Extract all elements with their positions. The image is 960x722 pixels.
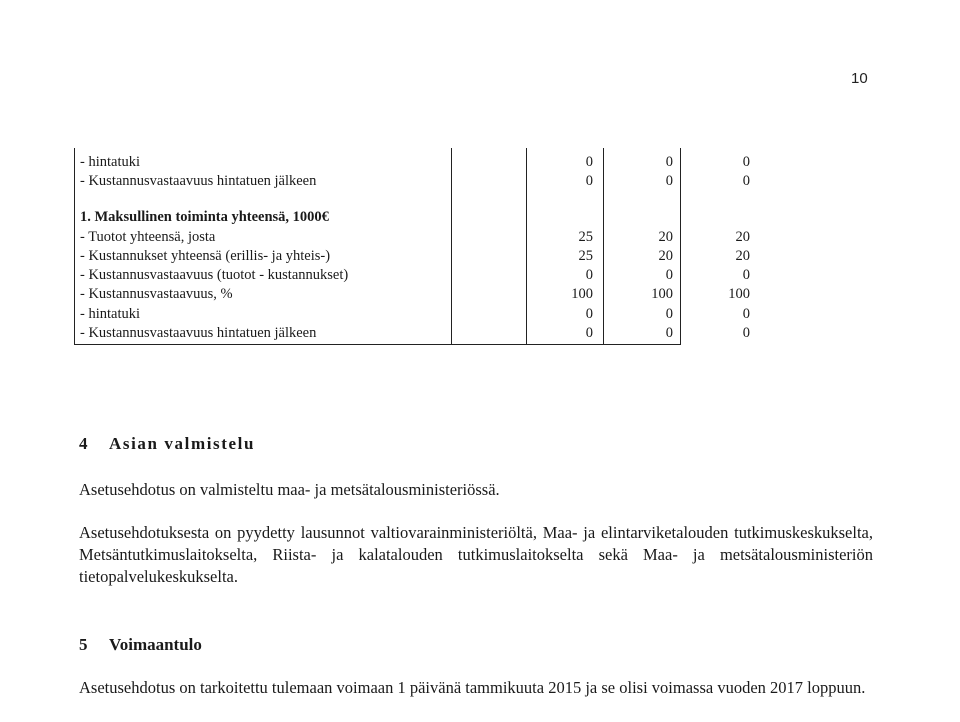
table-row — [74, 324, 750, 342]
section-title: Voimaantulo — [109, 635, 202, 654]
row-value: 0 — [742, 325, 750, 341]
section-number: 5 — [79, 635, 88, 654]
row-value: 0 — [665, 306, 673, 322]
section-5-paragraph-1: Asetusehdotus on tarkoitettu tulemaan voimaan 1 päivänä tammikuuta 2015 ja se olisi voimassa vuoden 2017 loppuun. — [79, 678, 866, 697]
table-row — [74, 266, 750, 284]
row-value: 0 — [665, 325, 673, 341]
row-value: 20 — [735, 229, 750, 245]
row-value: 20 — [658, 248, 673, 264]
page-number: 10 — [851, 70, 868, 87]
row-value: 25 — [578, 248, 593, 264]
row-value: 0 — [742, 267, 750, 283]
table-section-title: 1. Maksullinen toiminta yhteensä, 1000€ — [80, 209, 329, 225]
section-4-paragraph-2: Asetusehdotuksesta on pyydetty lausunnot valtiovarainministeriöltä, Maa- ja elintarviketalouden tutkimuskeskukselta, Metsäntutkimuslaitokselta, Riista- ja kalatalouden tutkimuslaitokselta sekä Maa- ja metsätalousministeriön tietopalvelukeskukselta. — [79, 523, 873, 586]
section-number: 4 — [79, 434, 88, 453]
section-4-paragraph-1: Asetusehdotus on valmisteltu maa- ja metsätalousministeriössä. — [79, 480, 500, 499]
table-row — [74, 305, 750, 323]
row-value: 0 — [742, 154, 750, 170]
row-value: 0 — [665, 173, 673, 189]
row-value: 0 — [585, 306, 593, 322]
row-label: - Kustannusvastaavuus hintatuen jälkeen — [80, 325, 317, 341]
row-value: 20 — [735, 248, 750, 264]
row-value: 25 — [578, 229, 593, 245]
row-label: - Kustannukset yhteensä (erillis- ja yhteis-) — [80, 248, 331, 264]
row-value: 100 — [651, 286, 673, 302]
row-value: 0 — [665, 154, 673, 170]
table-row — [74, 228, 750, 246]
row-value: 0 — [665, 267, 673, 283]
row-label: - Kustannusvastaavuus (tuotot - kustannukset) — [80, 267, 349, 283]
row-label: - Kustannusvastaavuus hintatuen jälkeen — [80, 173, 317, 189]
row-label: - Kustannusvastaavuus, % — [80, 286, 233, 302]
cost-table — [74, 148, 750, 345]
row-value: 100 — [728, 286, 750, 302]
table-row — [74, 172, 750, 190]
section-4-heading — [79, 434, 255, 454]
row-value: 0 — [585, 325, 593, 341]
table-row — [74, 153, 750, 171]
row-value: 0 — [742, 173, 750, 189]
row-value: 100 — [571, 286, 593, 302]
row-value: 0 — [585, 154, 593, 170]
table-row — [74, 285, 750, 303]
row-value: 0 — [585, 173, 593, 189]
row-value: 0 — [585, 267, 593, 283]
section-5-heading — [79, 635, 202, 655]
table-section-title-row — [74, 208, 681, 226]
section-title: Asian valmistelu — [109, 434, 256, 453]
row-label: - hintatuki — [80, 306, 141, 322]
row-value: 0 — [742, 306, 750, 322]
row-label: - hintatuki — [80, 154, 141, 170]
row-label: - Tuotot yhteensä, josta — [80, 229, 216, 245]
table-border-bottom — [74, 344, 681, 345]
table-row — [74, 247, 750, 265]
row-value: 20 — [658, 229, 673, 245]
